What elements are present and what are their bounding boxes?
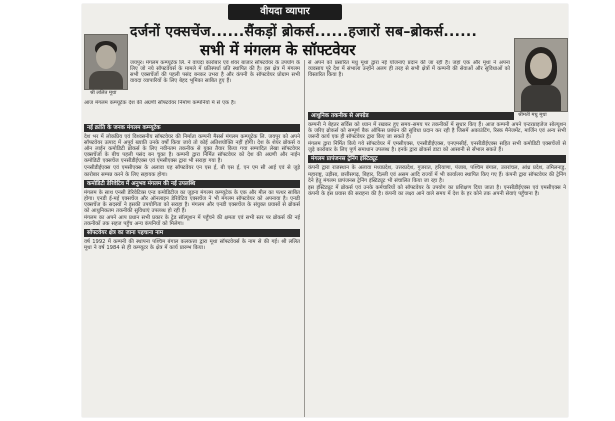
subheading: मंगलम प्रापंजनस ट्रेनिंग इंस्टिट्यूट (308, 155, 566, 163)
headline-line1: दर्जनों एक्सचेंज......सैंकड़ों ब्रोकर्स......हजारों सब–ब्रोकर्स...... (130, 24, 478, 40)
newspaper-clipping (82, 4, 568, 417)
photo-left-caption: श्री ललित मूथा (90, 90, 117, 96)
left-intro-2 (84, 100, 300, 120)
right-column (308, 110, 566, 417)
paragraph: आज मंगलम कम्प्यूटेक देश की अग्रणी सॉफ्टवेयर निर्माण कम्पनियों में से एक है। (84, 100, 236, 106)
right-intro (308, 60, 510, 110)
paragraph: मंगलम का अपने आप प्रधान सभी प्रकार के ट्रेड सॉल्यूशन में पहुँचने की क्षमता एवं सभी स्तर पर ब्रोकर्स की नई तकनीकों तक सहज पहुँच अन्य कंपनियों को मिलेगा। (84, 215, 300, 228)
paragraph: वर्ष 1992 में कम्पनी की स्थापना पश्चिम बंगाल कलकत्ता द्वारा मूथा सॉफ्टवेयर्स के नाम से की गई। श्री ललित मूथा ने वर्ष 1984 से ही कम्प्यूटर के क्षेत्र में कार्य प्रारम्भ किया। (84, 239, 300, 252)
paragraph: से अपने को प्रसारित मधु मूथा द्वारा नई योजनाएं प्रदान की जा रही हैं। जहां एक और मूथा ने अपना व्यवसाय पूरे देश में संभाला उन्होंने अलग ही तरह से सभी क्षेत्रों में कम्पनी की सेवाओं और सुविधाओं को विस्तारित किया है। (308, 60, 510, 79)
paragraph: कंपनी द्वारा राजस्थान के अलावा मध्यप्रदेश, उत्तरप्रदेश, गुजरात, हरियाणा, पंजाब, पश्चिम बंगाल, उत्तरांचल, आंध्र प्रदेश, तमिलनाडु, महाराष्ट्र, उड़ीसा, छत्तीसगढ़, बिहार, दिल्ली एवं असम आदि राज्यों में भी कार्यालय स्थापित किए गए हैं। कंपनी द्वारा सॉफ्टवेयर की ट्रेनिंग देने हेतु मंगलम प्रापंजनस ट्रेनिंग इंस्टिट्यूट भी संचालित किया जा रहा है। (308, 165, 566, 184)
paragraph: मंगलम के साथ एनसी डेरिवेटिव्स एन्ड कमोडिटीज का जुड़ना मंगलम कम्प्यूटेक के एक और मील का पत्थर साबित होगा। एनडी ई-मई एक्सचेंज और ऑनलाइन डेरिवेटिव एक्सचेंज ने भी मंगलम सॉफ्टवेयर को अपनाया है। एनडी एक्सचेंज के सदस्यों ने इसकी उपयोगिता को सराहा है। मंगलम और एनडी एक्सचेंज के संयुक्त प्रयासों से ब्रोकर्स को आधुनिकतम तकनीकी सुविधाएं उपलब्ध हो रही हैं। (84, 189, 300, 214)
column-divider (304, 60, 305, 417)
subheading: नई क्रांति के जनक मंगलम कम्प्यूटेक (84, 124, 300, 132)
photo-lalit-mutha (84, 34, 128, 90)
paragraph: एनसीडीईएक्स एवं एमसीएक्स के अलावा यह सॉफ्टवेयर एन एस ई, बी एस ई, एन एम सी आई एवं से जुड़े कारोबार सम्पन्न करने के लिए सहायक होगा। (84, 165, 300, 178)
photo-madhu-mutha (514, 38, 568, 112)
subheading: आधुनिक तकनीक से अपग्रेड (308, 112, 514, 120)
left-column (84, 122, 300, 417)
section-tag: वीयदा व्यापार (228, 4, 342, 20)
photo-right-caption: श्रीमती मधु मूथा (518, 112, 547, 118)
paragraph: देश भर में लोकप्रिय एवं विश्वसनीय सॉफ्टवेयर की निर्माता कम्पनी मैसर्स मंगलम कम्प्यूटेक लि. जयपुर को अपने सॉफ्टवेयर उत्पाद में अपूर्व ख्याति उनके वर्षों किया जाये तो कोई अतिशयोक्ति नहीं होगी। देश के शेयर ब्रोकर्स व ऑन लाईन कमोडिटी ब्रोकर्स के लिए नवीनतम तकनीक से युक्त तैयार किया गया सम्पादित लेखा सॉफ्टवेयर एक्सचेंजों के बीच पहली पसंद बन चुका है। कम्पनी द्वारा निर्मित सॉफ्टवेयर को देश की अग्रणी और नाईन कमोडिटी एक्सचेंज एनसीडीईएक्स एवं एमसीएक्स द्वारा भी सराहा गया है। (84, 134, 300, 165)
subheading: सॉफ्टवेयर क्षेत्र का जाना पहचाना नाम (84, 229, 300, 237)
subheading: कमोडिटी डेरिवेटिव में अनुभव मंगलम की नई उपलब्धि (84, 180, 300, 188)
paragraph: कम्पनी ने बेहतर सर्विस को ध्यान में रखकर हुए समय–समय पर तकनीकों में सुधार किए हैं। आज कम्पनी अपने एन्टरप्राइजेज सोल्यूशन के जरिए ब्रोकर्स को सम्पूर्ण बैक ऑफिस प्रबंधन की सुविधा प्रदान कर रही है जिसमें अकाउंटिंग, रिस्क मैनेजमेंट, मार्जिन एवं अन्य सभी जरूरी कार्य एक ही सॉफ्टवेयर द्वारा किए जा सकते हैं। (308, 122, 566, 141)
paragraph: इस इंस्टिट्यूट में ब्रोकर्स एवं उनके कर्मचारियों को सॉफ्टवेयर के उपयोग का प्रशिक्षण दिया जाता है। एनसीडीईएक्स एवं एमसीएक्स ने कंपनी के इस प्रयास की सराहना की है। कंपनी का लक्ष्य आने वाले समय में देश के हर कोने तक अपनी सेवाएं पहुँचाना है। (308, 184, 566, 197)
headline-main: सभी में मंगलम के सॉफ्टवेयर (200, 41, 356, 59)
paragraph: जयपुर। मंगलम कम्प्यूटेक लि. ने वायदा कारोबार एवं शेयर बाजार सॉफ्टवेयर के उपयोग के लिए जो नये सॉफ्टवेयर्स के मामले में प्रतिस्पर्धा प्रति स्थापित की है। इस क्षेत्र में मंगलम सभी एक्सचेंजों की पहली पसंद बनकर उभरा है और कंपनी के सॉफ्टवेयर प्रोग्राम सभी वायदा व्यापारियों के लिए बेहद भूमिका साबित हुए हैं। (130, 60, 300, 85)
paragraph: मंगलम द्वारा निर्मित किये गये सॉफ्टवेयर में एमसीएक्स, एनसीडीईएक्स, एनएमसीई, एनसीडीईएक्स सहित सभी कमोडिटी एक्सचेंजों से जुड़े कारोबार के लिए पूर्ण समाधान उपलब्ध है। इनके द्वारा ब्रोकर्स डाटा को आसानी से सँभाल सकते हैं। (308, 141, 566, 154)
